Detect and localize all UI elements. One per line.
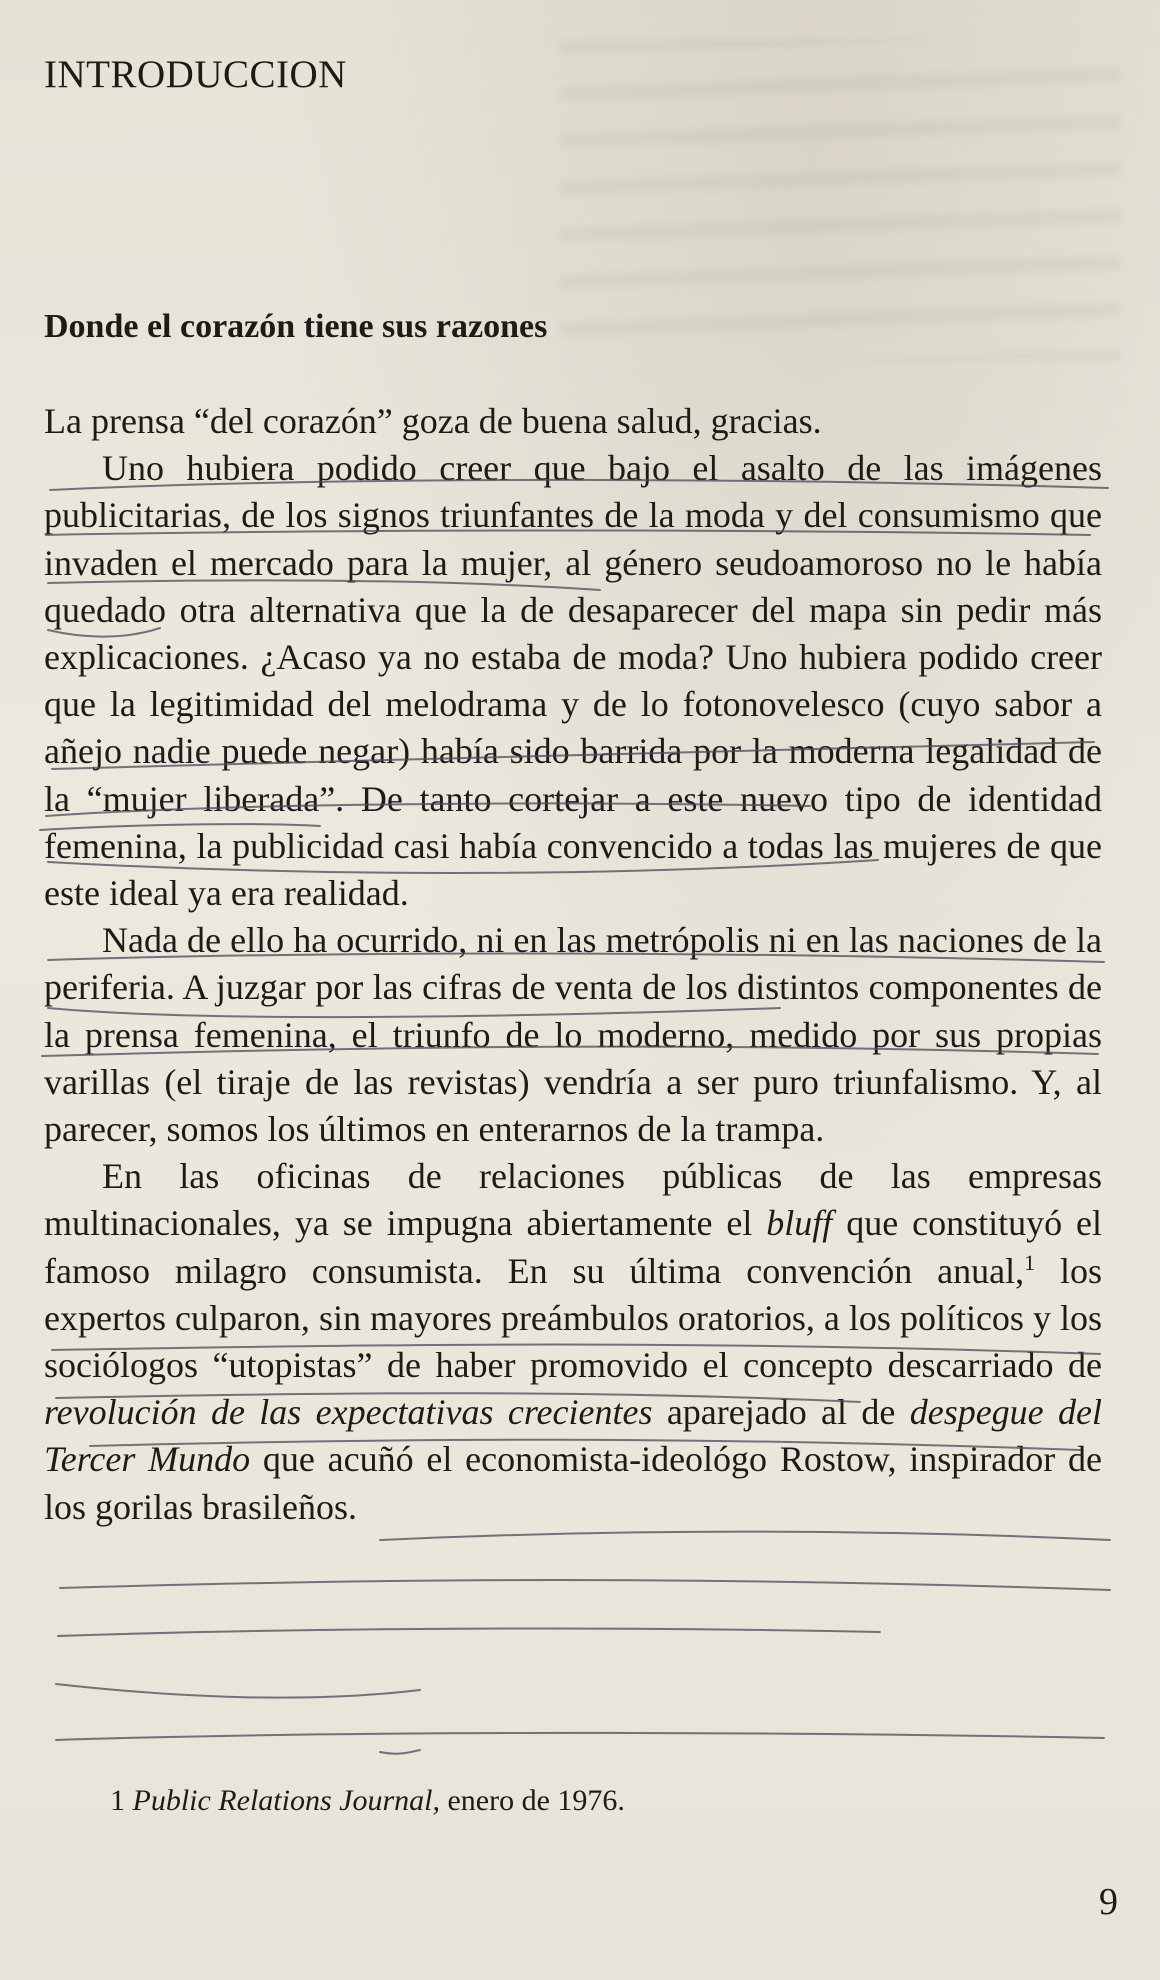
- paragraph-4-part-1: En las oficinas de relaciones públicas de las empresas multinacionales, ya se impugna abiertamente el: [44, 1156, 1102, 1244]
- section-title: Donde el corazón tiene sus razones: [44, 308, 548, 345]
- pen-underline-17: [58, 1629, 880, 1636]
- paragraph-4-bluff: bluff: [766, 1203, 833, 1244]
- page-number: 9: [1099, 1881, 1118, 1923]
- pen-underline-15: [380, 1532, 1110, 1540]
- chapter-title: INTRODUCCION: [44, 53, 347, 96]
- footnote: [110, 1784, 625, 1818]
- footnote-reference: 1: [1024, 1249, 1036, 1275]
- footnote-date: enero de 1976.: [439, 1784, 625, 1817]
- paragraph-2: Uno hubiera podido creer que bajo el asalto de las imágenes publicitarias, de los signos triunfantes de la moda y del consumismo que invaden el mercado para la mujer, al género seudoamoroso no le había quedado otra alternativa que la de desaparecer del mapa sin pedir más explicaciones. ¿Acaso ya no estaba de moda? Uno hubiera podido creer que la legitimidad del melodrama y de lo fotonovelesco (cuyo sabor a añejo nadie puede negar) había sido barrida por la moderna legalidad de la “mujer liberada”. De tanto cortejar a este nuevo tipo de identidad femenina, la publicidad casi había convencido a todas las mujeres de que este ideal ya era realidad.: [44, 448, 1102, 914]
- paragraph-3: Nada de ello ha ocurrido, ni en las metrópolis ni en las naciones de la periferia. A juzgar por las cifras de venta de los distintos componentes de la prensa femenina, el triunfo de lo moderno, medido por sus propias varillas (el tiraje de las revistas) vendría a ser puro triunfalismo. Y, al parecer, somos los últimos en enterarnos de la trampa.: [44, 920, 1102, 1150]
- paragraph-4-part-3: los expertos culparon, sin mayores preámbulos oratorios, a los políticos y los sociólogos “utopistas” de haber promovido el concepto descarriado de: [44, 1250, 1102, 1386]
- paragraph-4-part-4: aparejado al de: [652, 1392, 910, 1433]
- paragraph-4: [44, 1153, 1102, 1531]
- footnote-number: 1: [110, 1784, 125, 1817]
- paragraph-1: La prensa “del corazón” goza de buena salud, gracias.: [44, 401, 822, 441]
- paragraph-4-italic-1: revolución de las expectativas crecientes: [44, 1392, 653, 1433]
- body-text: [44, 398, 1102, 1531]
- pen-underline-20: [380, 1750, 420, 1754]
- pen-underline-18: [56, 1684, 420, 1698]
- paragraph-4-part-2: que constituyó el famoso milagro consumista. En su última convención anual,: [44, 1203, 1102, 1291]
- pen-underline-19: [56, 1733, 1104, 1740]
- bleed-through-texture: [560, 40, 1120, 360]
- pen-underline-16: [60, 1580, 1110, 1590]
- footnote-source: Public Relations Journal,: [132, 1784, 440, 1817]
- paragraph-4-italic-2: despegue del Tercer Mundo: [44, 1392, 1102, 1480]
- paragraph-4-part-5: que acuñó el economista-ideológo Rostow, inspirador de los gorilas brasileños.: [44, 1439, 1103, 1527]
